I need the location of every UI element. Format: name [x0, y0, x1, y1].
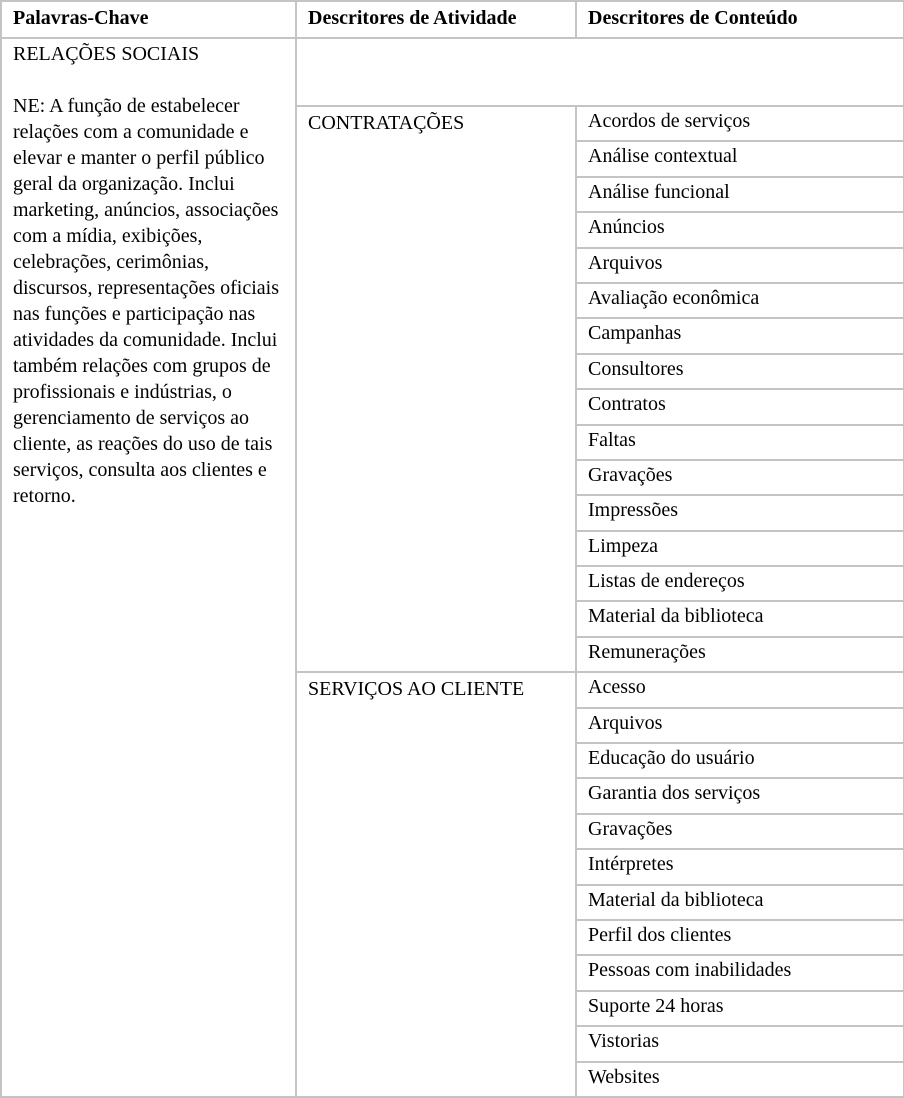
content-descriptor: Contratos [576, 389, 904, 424]
activity-descriptor: CONTRATAÇÕES [296, 106, 576, 672]
content-descriptor: Garantia dos serviços [576, 778, 904, 813]
content-descriptor: Limpeza [576, 531, 904, 566]
content-descriptor: Suporte 24 horas [576, 991, 904, 1026]
keyword-scope-note: NE: A função de estabelecer relações com a comunidade e elevar e manter o perfil público geral da organização. Inclui marketing, anúncios, associações com a mídia, exibições, celebrações, cerimônias, discursos, representações oficiais nas funções e participação nas atividades da comunidade. Inclui também relações com grupos de profissionais e indústrias, o gerenciamento de serviços ao cliente, as reações do uso de tais serviços, consulta aos clientes e retorno. [13, 95, 280, 507]
content-descriptor: Perfil dos clientes [576, 920, 904, 955]
table-row [1, 38, 904, 106]
header-row [1, 1, 904, 38]
content-descriptor: Educação do usuário [576, 743, 904, 778]
content-descriptor: Análise contextual [576, 141, 904, 176]
content-descriptor: Listas de endereços [576, 566, 904, 601]
content-descriptor: Acesso [576, 672, 904, 707]
content-descriptor: Gravações [576, 460, 904, 495]
content-descriptor: Consultores [576, 354, 904, 389]
content-descriptor: Arquivos [576, 708, 904, 743]
content-descriptor: Avaliação econômica [576, 283, 904, 318]
content-descriptor: Material da biblioteca [576, 885, 904, 920]
content-descriptor: Campanhas [576, 318, 904, 353]
content-descriptor: Material da biblioteca [576, 601, 904, 636]
keyword-cell [1, 38, 296, 1097]
keyword-title: RELAÇÕES SOCIAIS [13, 43, 200, 65]
content-descriptor: Remunerações [576, 637, 904, 672]
content-descriptor: Faltas [576, 425, 904, 460]
header-keywords: Palavras-Chave [1, 1, 296, 38]
content-descriptor: Acordos de serviços [576, 106, 904, 141]
header-activity: Descritores de Atividade [296, 1, 576, 38]
content-descriptor: Vistorias [576, 1026, 904, 1061]
content-descriptor: Impressões [576, 495, 904, 530]
blank-cell [296, 38, 904, 106]
content-descriptor: Anúncios [576, 212, 904, 247]
activity-descriptor: SERVIÇOS AO CLIENTE [296, 672, 576, 1097]
content-descriptor: Arquivos [576, 248, 904, 283]
header-content: Descritores de Conteúdo [576, 1, 904, 38]
content-descriptor: Gravações [576, 814, 904, 849]
content-descriptor: Pessoas com inabilidades [576, 955, 904, 990]
content-descriptor: Análise funcional [576, 177, 904, 212]
content-descriptor: Websites [576, 1062, 904, 1097]
content-descriptor: Intérpretes [576, 849, 904, 884]
